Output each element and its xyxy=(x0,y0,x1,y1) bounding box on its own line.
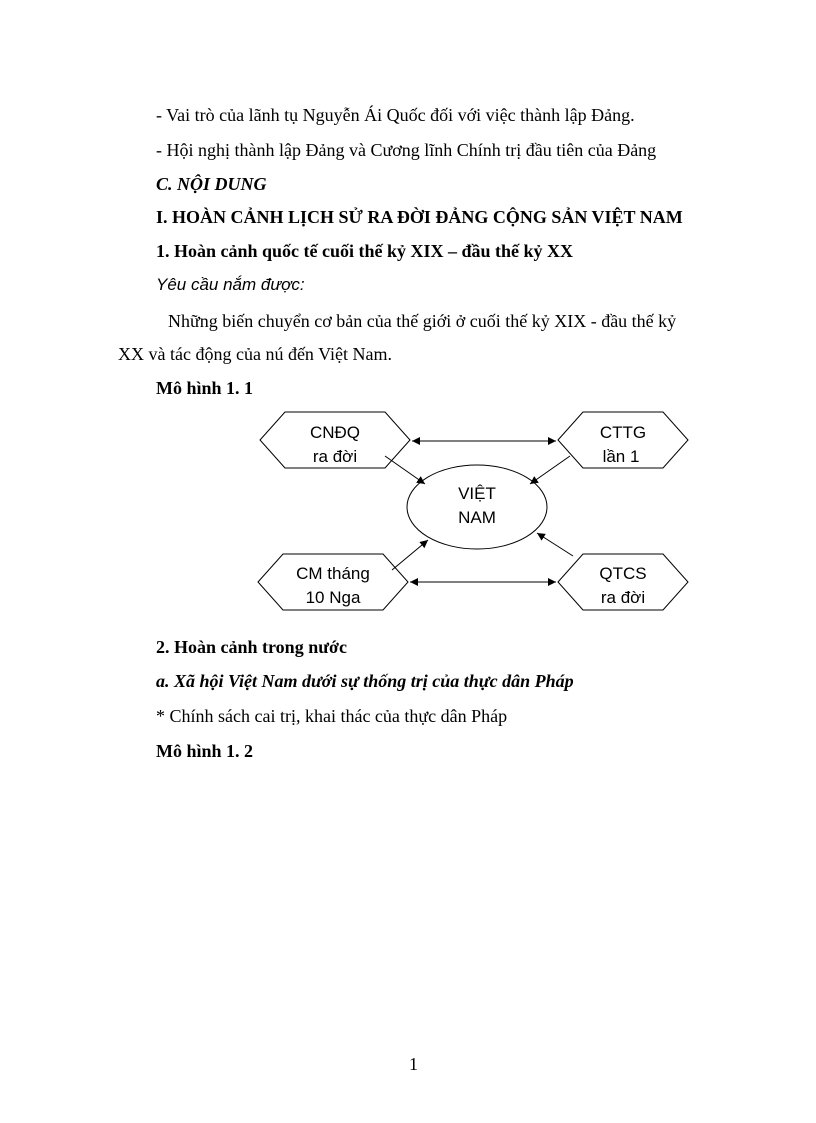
label-bottom-right-1: QTCS xyxy=(599,564,647,583)
label-top-left-1: CNĐQ xyxy=(309,423,361,442)
label-top-right-1: CTTG xyxy=(599,423,647,442)
subsection-1-heading: 1. Hoàn cảnh quốc tế cuối thế kỷ XIX – đầu thế kỷ XX xyxy=(156,241,574,261)
label-center-1: VIỆT xyxy=(458,484,496,503)
label-bottom-left-2: 10 Nga xyxy=(305,588,361,607)
label-bottom-right-2: ra đời xyxy=(600,588,646,607)
page-number: 1 xyxy=(409,1054,418,1074)
arrow-top-left-to-center xyxy=(385,456,425,484)
requirement-label: Yêu cầu nắm được: xyxy=(156,275,305,294)
arrow-bottom-left-to-center xyxy=(392,540,428,570)
model-1-2-label: Mô hình 1. 2 xyxy=(156,741,254,761)
paragraph-line-1: Những biến chuyển cơ bản của thế giới ở cuối thế kỷ XIX - đầu thế kỷ xyxy=(168,311,677,331)
label-top-right-2: lần 1 xyxy=(602,447,640,466)
label-bottom-left-1: CM tháng xyxy=(296,564,370,583)
label-center-2: NAM xyxy=(458,508,496,527)
bullet-founding-conference: - Hội nghị thành lập Đảng và Cương lĩnh Chính trị đầu tiên của Đảng xyxy=(156,140,657,160)
policy-bullet: * Chính sách cai trị, khai thác của thực dân Pháp xyxy=(156,706,508,726)
model-1-1-label: Mô hình 1. 1 xyxy=(156,378,254,398)
paragraph-line-2: XX và tác động của nú đến Việt Nam. xyxy=(118,344,393,364)
section-c-heading: C. NỘI DUNG xyxy=(156,174,267,194)
section-i-heading: I. HOÀN CẢNH LỊCH SỬ RA ĐỜI ĐẢNG CỘNG SẢN VIỆT NAM xyxy=(156,207,683,227)
subsection-2-heading: 2. Hoàn cảnh trong nước xyxy=(156,637,347,657)
arrow-top-right-to-center xyxy=(530,456,570,484)
center-ellipse xyxy=(407,465,547,549)
subsection-a-heading: a. Xã hội Việt Nam dưới sự thống trị của thực dân Pháp xyxy=(156,671,574,691)
arrow-bottom-right-to-center xyxy=(537,533,573,556)
label-top-left-2: ra đời xyxy=(312,447,358,466)
bullet-role-nguyen-ai-quoc: - Vai trò của lãnh tụ Nguyễn Ái Quốc đối với việc thành lập Đảng. xyxy=(156,105,635,125)
